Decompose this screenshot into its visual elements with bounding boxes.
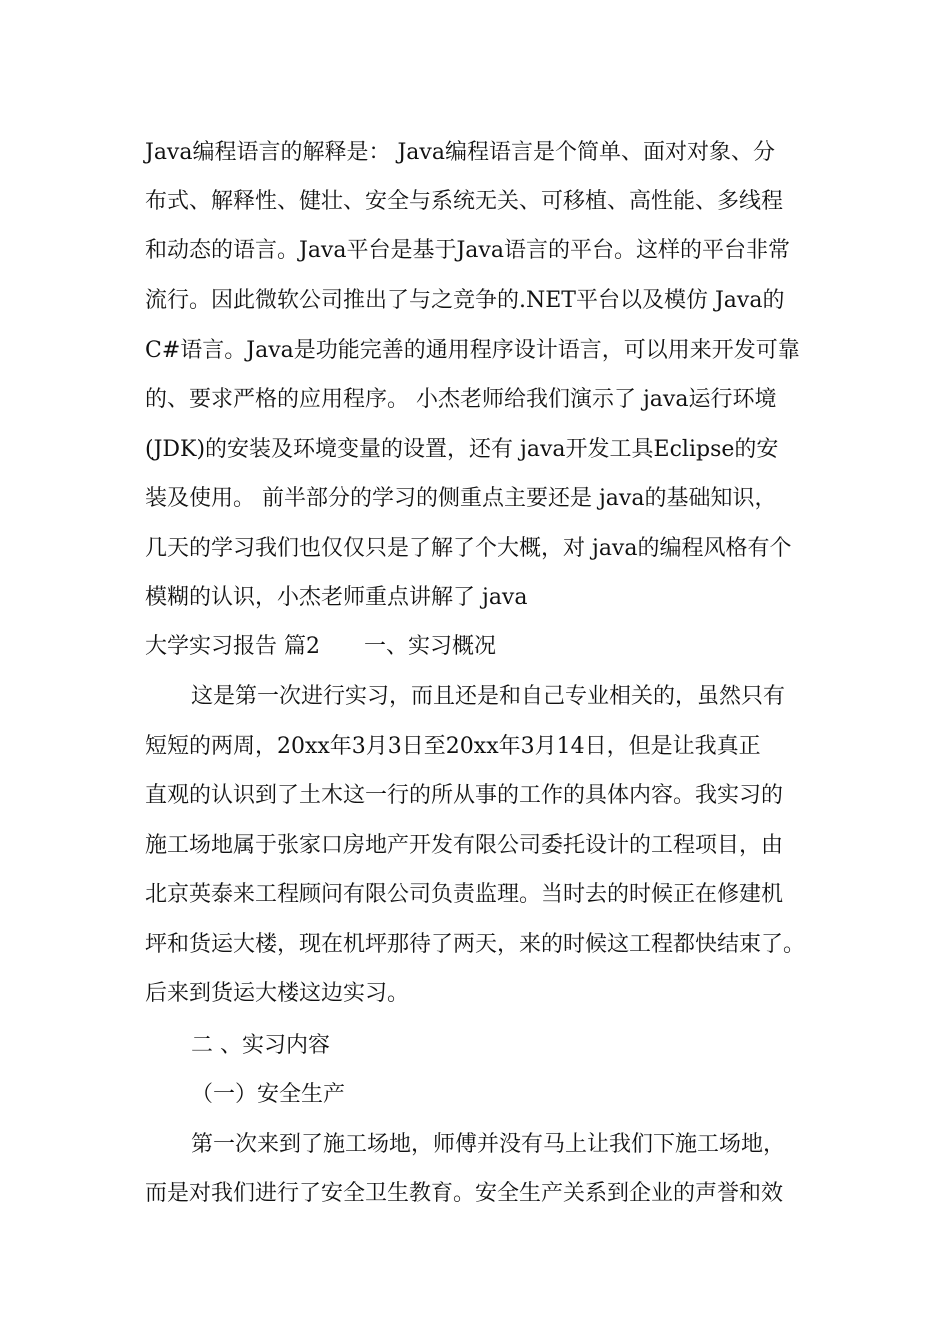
paragraph-line: 施工场地属于张家口房地产开发有限公司委托设计的工程项目，由 <box>145 833 784 858</box>
paragraph-line: 北京英泰来工程顾问有限公司负责监理。当时去的时候正在修建机 <box>145 882 784 907</box>
paragraph-line: 这是第一次进行实习，而且还是和自己专业相关的，虽然只有 <box>191 684 786 709</box>
paragraph-line: Java编程语言的解释是： Java编程语言是个简单、面对对象、分 <box>145 140 775 165</box>
paragraph-line: 流行。因此微软公司推出了与之竞争的.NET平台以及模仿 Java的 <box>145 288 785 313</box>
section-heading: 大学实习报告 篇2 一、实习概况 <box>145 634 496 659</box>
paragraph-line: 后来到货运大楼这边实习。 <box>145 981 410 1006</box>
paragraph-line: 短短的两周，20xx年3月3日至20xx年3月14日，但是让我真正 <box>145 734 761 759</box>
paragraph-line: 第一次来到了施工场地，师傅并没有马上让我们下施工场地， <box>191 1132 786 1157</box>
paragraph-line: 布式、解释性、健壮、安全与系统无关、可移植、高性能、多线程 <box>145 189 784 214</box>
paragraph-line: 而是对我们进行了安全卫生教育。安全生产关系到企业的声誉和效 <box>145 1181 784 1206</box>
paragraph-line: 坪和货运大楼，现在机坪那待了两天，来的时候这工程都快结束了。 <box>145 932 806 957</box>
paragraph-line: 模糊的认识，小杰老师重点讲解了 java <box>145 585 528 610</box>
paragraph-line: 装及使用。 前半部分的学习的侧重点主要还是 java的基础知识， <box>145 486 777 511</box>
paragraph-line: C#语言。Java是功能完善的通用程序设计语言，可以用来开发可靠 <box>145 338 800 363</box>
paragraph-line: 的、要求严格的应用程序。 小杰老师给我们演示了 java运行环境 <box>145 387 777 412</box>
paragraph-line: (JDK)的安装及环境变量的设置，还有 java开发工具Eclipse的安 <box>145 437 779 462</box>
paragraph-line: 几天的学习我们也仅仅只是了解了个大概，对 java的编程风格有个 <box>145 536 792 561</box>
subsubheading: （一）安全生产 <box>191 1082 346 1107</box>
paragraph-line: 直观的认识到了土木这一行的所从事的工作的具体内容。我实习的 <box>145 783 784 808</box>
subheading: 二 、实习内容 <box>191 1033 330 1058</box>
paragraph-line: 和动态的语言。Java平台是基于Java语言的平台。这样的平台非常 <box>145 238 790 263</box>
